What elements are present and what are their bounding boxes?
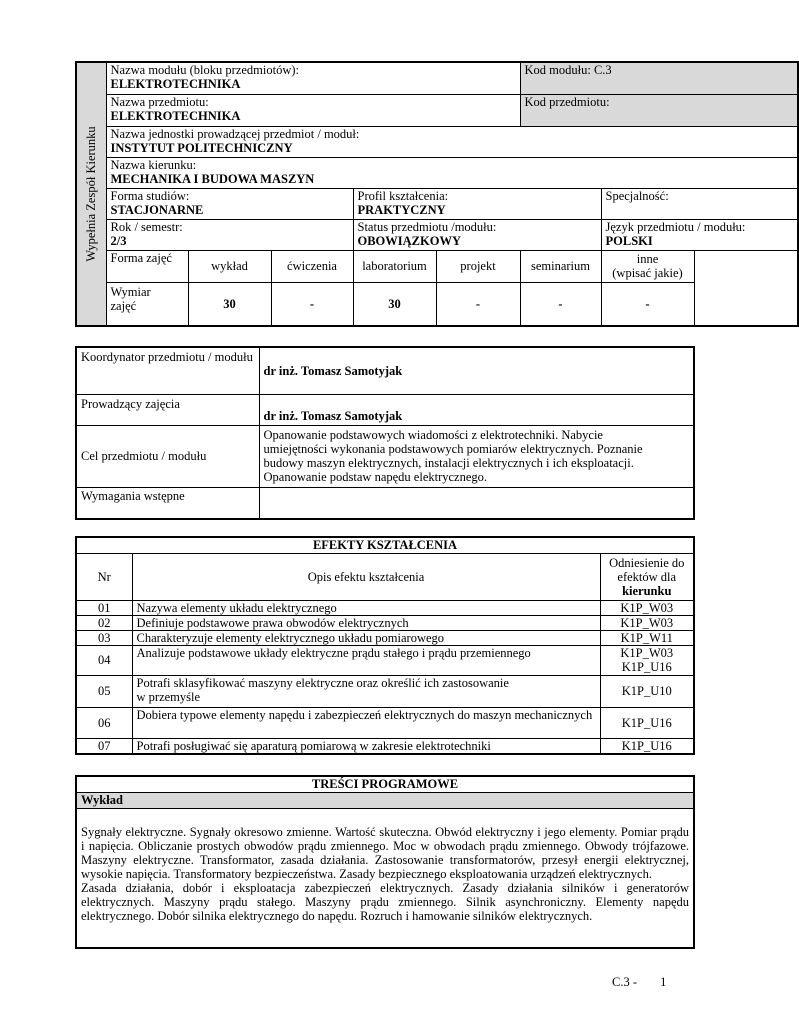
coordinator-table: [75, 346, 695, 520]
page-footer: [612, 975, 666, 990]
hours-project: -: [436, 282, 520, 326]
outcome-nr: 06: [76, 707, 132, 738]
outcome-nr: 04: [76, 645, 132, 675]
class-form-label: Forma zajęć: [106, 250, 188, 282]
outcome-desc: Nazywa elementy układu elektrycznego: [132, 600, 600, 615]
outcome-row: [76, 630, 694, 645]
module-name: ELEKTROTECHNIKA: [110, 77, 241, 91]
outcomes-col-ref-line2: kierunku: [622, 583, 672, 598]
module-name-label: Nazwa modułu (bloku przedmiotów):: [110, 63, 299, 77]
outcome-row: [76, 645, 694, 675]
subject-name-cell: [106, 94, 520, 126]
year-cell: [106, 219, 353, 250]
profile-label: Profil kształcenia:: [357, 188, 449, 203]
hours-other: -: [601, 282, 694, 326]
hours-exercises: -: [271, 282, 353, 326]
program-title: TREŚCI PROGRAMOWE: [76, 776, 694, 792]
hours-laboratory: 30: [353, 282, 436, 326]
teacher-label: Prowadzący zajęcia: [76, 394, 259, 425]
program-content: [76, 808, 694, 948]
outcomes-table: [75, 536, 695, 755]
outcome-row: [76, 738, 694, 754]
goal-label: Cel przedmiotu / modułu: [76, 425, 259, 487]
outcome-ref: K1P_U16: [600, 738, 694, 754]
profile-value: PRAKTYCZNY: [357, 202, 446, 217]
class-form-exercises: ćwiczenia: [271, 250, 353, 282]
outcome-ref: K1P_W03: [600, 615, 694, 630]
study-form-value: STACJONARNE: [110, 202, 204, 217]
module-code: Kod modułu: C.3: [520, 62, 798, 94]
specialty-label: Specjalność:: [605, 188, 669, 203]
outcome-nr: 01: [76, 600, 132, 615]
subject-name: ELEKTROTECHNIKA: [110, 108, 241, 123]
side-label: Wypełnia Zespół Kierunku: [76, 62, 106, 326]
page-number: 1: [660, 975, 667, 989]
year-value: 2/3: [110, 233, 127, 248]
outcomes-title: EFEKTY KSZTAŁCENIA: [76, 537, 694, 553]
outcome-row: [76, 675, 694, 707]
status-cell: [353, 219, 601, 250]
coordinator-value: dr inż. Tomasz Samotyjak: [259, 347, 694, 394]
language-label: Język przedmiotu / modułu:: [605, 219, 746, 234]
outcome-desc: Potrafi sklasyfikować maszyny elektryczne oraz określić ich zastosowanie w przemyśle: [132, 675, 600, 707]
outcome-nr: 02: [76, 615, 132, 630]
teacher-value: dr inż. Tomasz Samotyjak: [259, 394, 694, 425]
year-label: Rok / semestr:: [110, 219, 183, 234]
hours-label: Wymiar zajęć: [106, 282, 188, 326]
outcomes-col-desc: Opis efektu kształcenia: [132, 553, 600, 600]
profile-cell: [353, 188, 601, 219]
field-value: MECHANIKA I BUDOWA MASZYN: [110, 171, 315, 186]
outcome-desc: Charakteryzuje elementy elektrycznego układu pomiarowego: [132, 630, 600, 645]
study-form-cell: [106, 188, 353, 219]
subject-name-label: Nazwa przedmiotu:: [110, 94, 209, 109]
module-info-table: [75, 61, 799, 327]
module-name-cell: [106, 62, 520, 94]
status-value: OBOWIĄZKOWY: [357, 233, 461, 248]
requirements-label: Wymagania wstępne: [76, 487, 259, 519]
outcome-ref: K1P_W03: [600, 600, 694, 615]
outcomes-col-nr: Nr: [76, 553, 132, 600]
study-form-label: Forma studiów:: [110, 188, 190, 203]
program-paragraph-1: Sygnały elektryczne. Sygnały okresowo zmienne. Wartość skuteczna. Obwód elektryczny i jego elementy. Pomiar prądu i napięcia. Obliczanie prostych obwodów prądu zmiennego. Moc w obwodach prądu zmiennego. Obwody trójfazowe. Maszyny elektryczne. Transformator, zasada działania. Zastosowanie transformatorów, przesył energii elektrycznej, wysokie napięcia. Transformatory bezpieczeństwa. Zasady bezpiecznego eksploatowania urządzeń elektrycznych.: [81, 824, 689, 881]
specialty-cell: [601, 188, 798, 219]
class-form-seminar: seminarium: [520, 250, 601, 282]
goal-value: Opanowanie podstawowych wiadomości z elektrotechniki. Nabycie umiejętności wykonania podstawowych pomiarów elektrycznych. Poznanie budowy maszyn elektrycznych, instalacji elektrycznych i ich eksploatacji. Opanowanie podstaw napędu elektrycznego.: [259, 425, 694, 487]
outcome-ref: K1P_W03 K1P_U16: [600, 645, 694, 675]
outcome-nr: 03: [76, 630, 132, 645]
outcome-desc: Definiuje podstawowe prawa obwodów elektrycznych: [132, 615, 600, 630]
unit-value: INSTYTUT POLITECHNICZNY: [110, 140, 293, 155]
unit-label: Nazwa jednostki prowadzącej przedmiot / moduł:: [110, 126, 360, 141]
outcome-desc: Analizuje podstawowe układy elektryczne prądu stałego i prądu przemiennego: [132, 645, 600, 675]
field-label: Nazwa kierunku:: [110, 157, 197, 172]
outcome-ref: K1P_U10: [600, 675, 694, 707]
hours-seminar: -: [520, 282, 601, 326]
outcome-row: [76, 707, 694, 738]
outcome-nr: 05: [76, 675, 132, 707]
status-label: Status przedmiotu /modułu:: [357, 219, 497, 234]
hours-lecture: 30: [188, 282, 271, 326]
program-paragraph-2: Zasada działania, dobór i eksploatacja zabezpieczeń elektrycznych. Zasady działania silników i generatorów elektrycznych. Maszyny prądu stałego. Maszyny prądu zmiennego. Silnik asynchroniczny. Elementy napędu elektrycznego. Dobór silnika elektrycznego do napędu. Rozruch i hamowanie silników elektrycznych.: [81, 880, 689, 923]
language-cell: [601, 219, 798, 250]
class-form-project: projekt: [436, 250, 520, 282]
outcome-ref: K1P_W11: [600, 630, 694, 645]
outcome-nr: 07: [76, 738, 132, 754]
footer-code: C.3 -: [612, 975, 637, 989]
coordinator-label: Koordynator przedmiotu / modułu: [76, 347, 259, 394]
outcome-row: [76, 615, 694, 630]
outcome-desc: Dobiera typowe elementy napędu i zabezpieczeń elektrycznych do maszyn mechanicznych: [132, 707, 600, 738]
class-form-other: inne (wpisać jakie): [601, 250, 694, 282]
unit-cell: [106, 126, 798, 157]
class-form-laboratory: laboratorium: [353, 250, 436, 282]
program-lecture-label: Wykład: [76, 792, 694, 808]
program-table: [75, 775, 695, 949]
outcome-desc: Potrafi posługiwać się aparaturą pomiarową w zakresie elektrotechniki: [132, 738, 600, 754]
field-cell: [106, 157, 798, 188]
requirements-value: [259, 487, 694, 519]
outcome-row: [76, 600, 694, 615]
language-value: POLSKI: [605, 233, 653, 248]
outcome-ref: K1P_U16: [600, 707, 694, 738]
outcomes-col-ref-line1: Odniesienie do efektów dla: [609, 555, 685, 584]
outcomes-col-ref: [600, 553, 694, 600]
class-form-lecture: wykład: [188, 250, 271, 282]
subject-code: Kod przedmiotu:: [520, 94, 798, 126]
